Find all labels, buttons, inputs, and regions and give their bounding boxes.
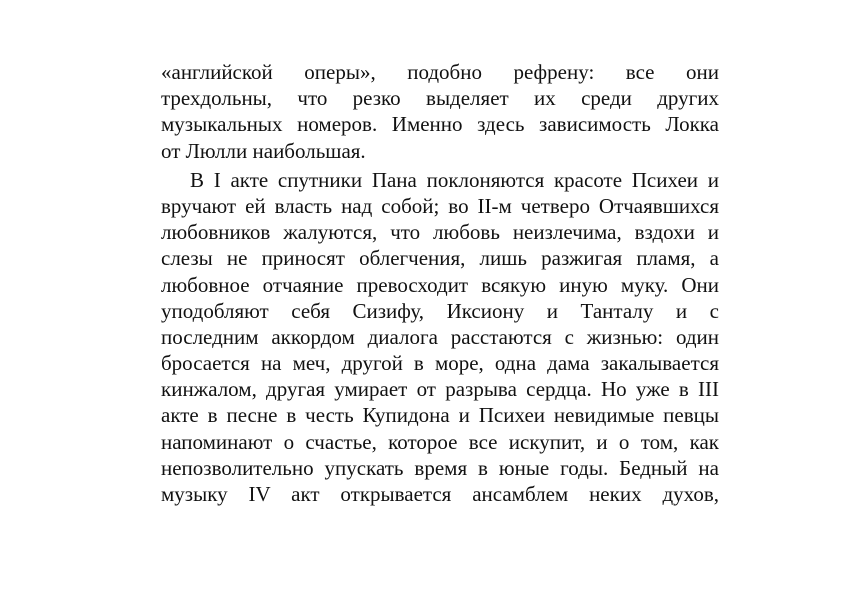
text-line: напоминают о счастье, которое все искупит, и о том, как — [161, 429, 719, 454]
text-line: любовное отчаяние превосходит всякую иную муку. Они — [161, 272, 719, 297]
text-line: последним аккордом диалога расстаются с жизнью: один — [161, 324, 719, 349]
text-line: слезы не приносят облегчения, лишь разжигая пламя, а — [161, 246, 719, 271]
text-line: бросается на меч, другой в море, одна дама закалывается — [161, 351, 719, 376]
text-line: уподобляют себя Сизифу, Иксиону и Танталу и с — [161, 298, 719, 323]
paragraph-1 — [161, 59, 719, 164]
text-line: «английской оперы», подобно рефрену: все они — [161, 60, 719, 84]
text-line: акте в песне в честь Купидона и Психеи невидимые певцы — [161, 403, 719, 428]
text-line: кинжалом, другая умирает от разрыва сердца. Но уже в III — [161, 377, 719, 402]
text-line: музыкальных номеров. Именно здесь зависимость Локка — [161, 112, 719, 137]
paragraph-2 — [161, 167, 719, 507]
text-line: музыку IV акт открывается ансамблем неких духов, — [161, 482, 719, 506]
text-line: от Люлли наибольшая. — [161, 138, 366, 163]
text-line: В I акте спутники Пана поклоняются красоте Психеи и — [190, 167, 719, 192]
body-text — [161, 59, 719, 507]
text-line: непозволительно упускать время в юные годы. Бедный на — [161, 455, 719, 480]
text-line: любовников жалуются, что любовь неизлечима, вздохи и — [161, 220, 719, 245]
text-line: трехдольны, что резко выделяет их среди других — [161, 86, 719, 111]
text-line: вручают ей власть над собой; во II-м четверо Отчаявшихся — [161, 193, 719, 218]
